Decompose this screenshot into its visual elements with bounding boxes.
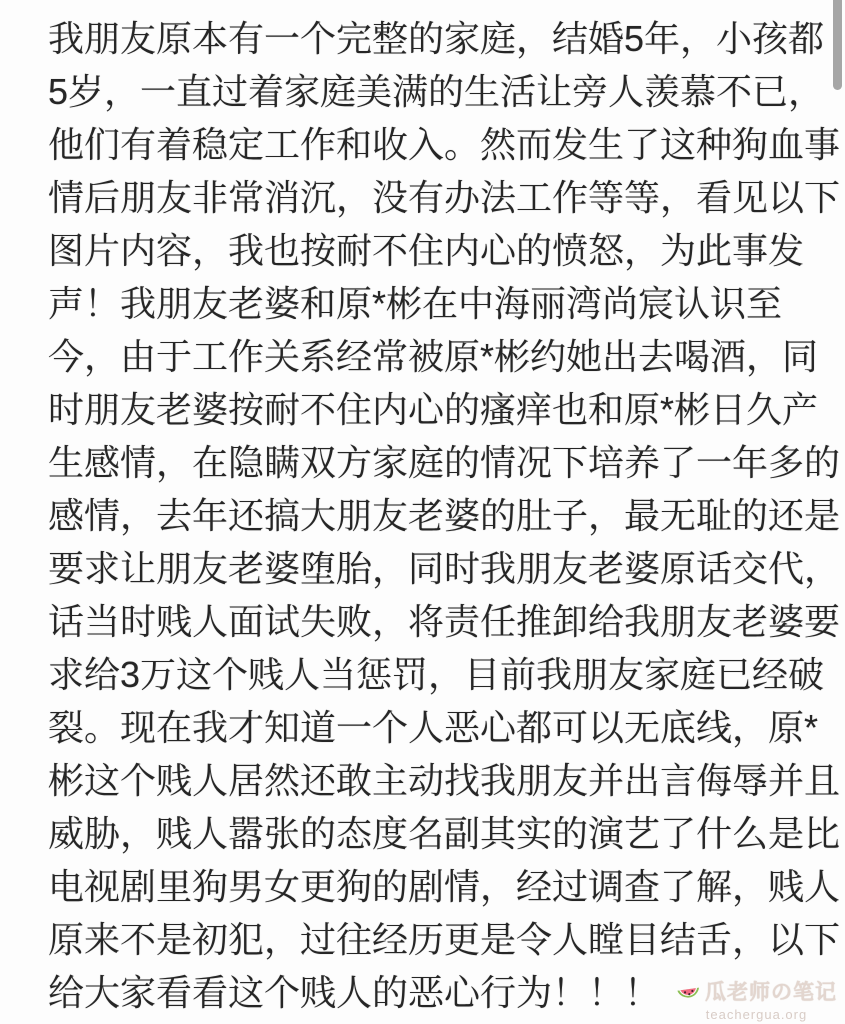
post-text-line: 今，由于工作关系经常被原*彬约她出去喝酒，同 <box>48 336 819 377</box>
watermark-url: teachergua.org <box>705 1007 808 1022</box>
post-text-line: 电视剧里狗男女更狗的剧情，经过调查了解，贱人 <box>48 866 841 907</box>
post-text-line: 给大家看看这个贱人的恶心行为！！！ <box>48 972 661 1013</box>
post-text-line: 生感情，在隐瞒双方家庭的情况下培养了一年多的 <box>48 442 841 483</box>
watermark-brand: 瓜老师の笔记 <box>705 981 837 1004</box>
post-text-line: 感情，去年还搞大朋友老婆的肚子，最无耻的还是 <box>48 495 841 536</box>
post-text-line: 求给3万这个贱人当惩罚，目前我朋友家庭已经破 <box>48 654 825 695</box>
watermelon-icon <box>674 977 702 1005</box>
post-text-line: 情后朋友非常消沉，没有办法工作等等，看见以下 <box>48 177 841 218</box>
watermark-row <box>676 976 837 1006</box>
post-text-line: 要求让朋友老婆堕胎，同时我朋友老婆原话交代， <box>48 548 841 589</box>
post-text-line: 威胁，贱人嚣张的态度名副其实的演艺了什么是比 <box>48 813 841 854</box>
post-text-line: 图片内容，我也按耐不住内心的愤怒，为此事发 <box>48 230 805 271</box>
post-text-line: 声！我朋友老婆和原*彬在中海丽湾尚宸认识至 <box>48 283 783 324</box>
post-text-line: 裂。现在我才知道一个人恶心都可以无底线，原* <box>48 707 819 748</box>
post-text-line: 他们有着稳定工作和收入。然而发生了这种狗血事 <box>48 124 841 165</box>
post-text <box>48 12 840 1019</box>
post-text-line: 话当时贱人面试失败，将责任推卸给我朋友老婆要 <box>48 601 841 642</box>
post-text-line: 原来不是初犯，过往经历更是令人瞠目结舌，以下 <box>48 919 841 960</box>
watermark <box>676 976 837 1022</box>
post-text-line: 我朋友原本有一个完整的家庭，结婚5年，小孩都 <box>48 18 825 59</box>
post-text-line: 时朋友老婆按耐不住内心的瘙痒也和原*彬日久产 <box>48 389 819 430</box>
scrollbar-thumb[interactable] <box>833 0 842 90</box>
post-text-line: 5岁，一直过着家庭美满的生活让旁人羡慕不已， <box>48 71 825 112</box>
post-text-line: 彬这个贱人居然还敢主动找我朋友并出言侮辱并且 <box>48 760 841 801</box>
